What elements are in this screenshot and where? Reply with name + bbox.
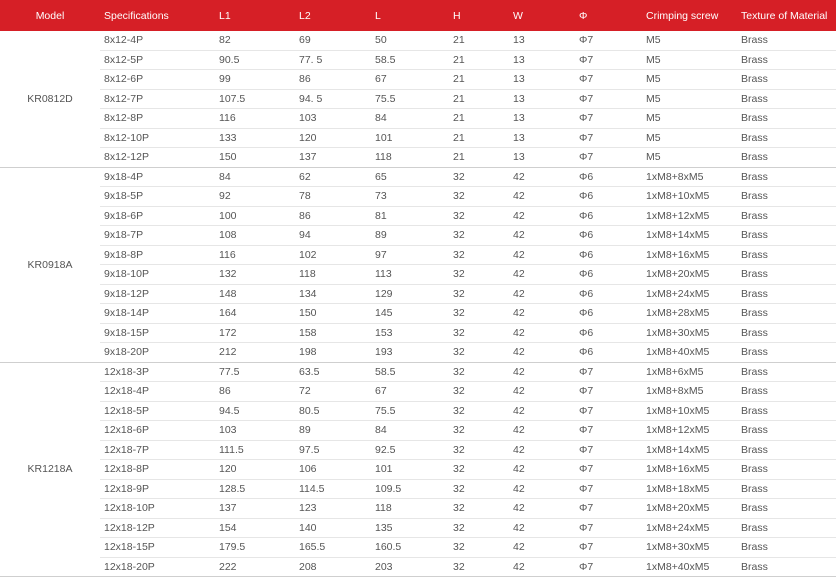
h-cell: 32 (449, 167, 509, 187)
phi-cell: Φ7 (575, 109, 642, 129)
crimping-screw-cell: M5 (642, 109, 737, 129)
crimping-screw-cell: 1xM8+16xM5 (642, 245, 737, 265)
spec-cell: 8x12-8P (100, 109, 215, 129)
l2-cell: 158 (295, 323, 371, 343)
crimping-screw-cell: M5 (642, 31, 737, 50)
phi-cell: Φ6 (575, 323, 642, 343)
l2-cell: 86 (295, 206, 371, 226)
w-cell: 42 (509, 304, 575, 324)
l-cell: 135 (371, 518, 449, 538)
w-cell: 42 (509, 284, 575, 304)
crimping-screw-cell: M5 (642, 148, 737, 168)
h-cell: 32 (449, 226, 509, 246)
material-cell: Brass (737, 167, 836, 187)
header-row (0, 0, 836, 31)
h-cell: 32 (449, 557, 509, 577)
table-row (0, 148, 836, 168)
w-cell: 13 (509, 50, 575, 70)
spec-cell: 12x18-7P (100, 440, 215, 460)
phi-cell: Φ7 (575, 148, 642, 168)
spec-cell: 12x18-20P (100, 557, 215, 577)
l-cell: 84 (371, 109, 449, 129)
w-cell: 42 (509, 265, 575, 285)
material-cell: Brass (737, 343, 836, 363)
l-cell: 58.5 (371, 50, 449, 70)
h-cell: 21 (449, 31, 509, 50)
column-header-w: W (509, 0, 575, 31)
spec-cell: 12x18-15P (100, 538, 215, 558)
material-cell: Brass (737, 31, 836, 50)
spec-cell: 9x18-10P (100, 265, 215, 285)
phi-cell: Φ7 (575, 401, 642, 421)
l-cell: 81 (371, 206, 449, 226)
l-cell: 153 (371, 323, 449, 343)
l1-cell: 99 (215, 70, 295, 90)
l1-cell: 128.5 (215, 479, 295, 499)
l2-cell: 123 (295, 499, 371, 519)
crimping-screw-cell: 1xM8+20xM5 (642, 265, 737, 285)
crimping-screw-cell: M5 (642, 70, 737, 90)
phi-cell: Φ7 (575, 89, 642, 109)
material-cell: Brass (737, 148, 836, 168)
spec-cell: 9x18-8P (100, 245, 215, 265)
l2-cell: 208 (295, 557, 371, 577)
l-cell: 50 (371, 31, 449, 50)
table-row (0, 479, 836, 499)
l-cell: 75.5 (371, 401, 449, 421)
l2-cell: 165.5 (295, 538, 371, 558)
column-header-phi: Φ (575, 0, 642, 31)
h-cell: 32 (449, 401, 509, 421)
l-cell: 118 (371, 148, 449, 168)
crimping-screw-cell: 1xM8+14xM5 (642, 226, 737, 246)
material-cell: Brass (737, 304, 836, 324)
l1-cell: 132 (215, 265, 295, 285)
table-row (0, 440, 836, 460)
spec-cell: 9x18-5P (100, 187, 215, 207)
h-cell: 32 (449, 538, 509, 558)
column-header-l1: L1 (215, 0, 295, 31)
l2-cell: 77. 5 (295, 50, 371, 70)
w-cell: 42 (509, 323, 575, 343)
l-cell: 65 (371, 167, 449, 187)
material-cell: Brass (737, 323, 836, 343)
l-cell: 109.5 (371, 479, 449, 499)
phi-cell: Φ7 (575, 460, 642, 480)
spec-cell: 9x18-14P (100, 304, 215, 324)
w-cell: 13 (509, 148, 575, 168)
l1-cell: 150 (215, 148, 295, 168)
l1-cell: 82 (215, 31, 295, 50)
crimping-screw-cell: 1xM8+40xM5 (642, 343, 737, 363)
l-cell: 73 (371, 187, 449, 207)
h-cell: 21 (449, 109, 509, 129)
table-row (0, 265, 836, 285)
table-row (0, 518, 836, 538)
spec-cell: 9x18-12P (100, 284, 215, 304)
material-cell: Brass (737, 460, 836, 480)
h-cell: 21 (449, 128, 509, 148)
h-cell: 32 (449, 518, 509, 538)
l-cell: 101 (371, 460, 449, 480)
w-cell: 42 (509, 167, 575, 187)
table-row (0, 206, 836, 226)
l1-cell: 212 (215, 343, 295, 363)
table-row (0, 421, 836, 441)
l-cell: 193 (371, 343, 449, 363)
l1-cell: 103 (215, 421, 295, 441)
spec-cell: 12x18-3P (100, 362, 215, 382)
crimping-screw-cell: M5 (642, 50, 737, 70)
spec-cell: 12x18-5P (100, 401, 215, 421)
table-body (0, 31, 836, 577)
l2-cell: 103 (295, 109, 371, 129)
crimping-screw-cell: 1xM8+6xM5 (642, 362, 737, 382)
phi-cell: Φ7 (575, 557, 642, 577)
table-row (0, 401, 836, 421)
l2-cell: 137 (295, 148, 371, 168)
h-cell: 21 (449, 89, 509, 109)
spec-cell: 12x18-9P (100, 479, 215, 499)
phi-cell: Φ7 (575, 499, 642, 519)
w-cell: 42 (509, 362, 575, 382)
l1-cell: 92 (215, 187, 295, 207)
spec-cell: 8x12-12P (100, 148, 215, 168)
table-row (0, 89, 836, 109)
l2-cell: 72 (295, 382, 371, 402)
w-cell: 42 (509, 499, 575, 519)
material-cell: Brass (737, 401, 836, 421)
l-cell: 160.5 (371, 538, 449, 558)
model-cell: KR1218A (0, 362, 100, 577)
l1-cell: 222 (215, 557, 295, 577)
material-cell: Brass (737, 421, 836, 441)
spec-cell: 12x18-4P (100, 382, 215, 402)
w-cell: 42 (509, 440, 575, 460)
l-cell: 67 (371, 382, 449, 402)
material-cell: Brass (737, 440, 836, 460)
spec-cell: 8x12-7P (100, 89, 215, 109)
phi-cell: Φ7 (575, 421, 642, 441)
l2-cell: 63.5 (295, 362, 371, 382)
l2-cell: 102 (295, 245, 371, 265)
h-cell: 21 (449, 50, 509, 70)
spec-cell: 12x18-8P (100, 460, 215, 480)
material-cell: Brass (737, 187, 836, 207)
table-row (0, 343, 836, 363)
l1-cell: 84 (215, 167, 295, 187)
crimping-screw-cell: 1xM8+14xM5 (642, 440, 737, 460)
table-row (0, 70, 836, 90)
l1-cell: 154 (215, 518, 295, 538)
l2-cell: 94. 5 (295, 89, 371, 109)
material-cell: Brass (737, 206, 836, 226)
l2-cell: 69 (295, 31, 371, 50)
l-cell: 118 (371, 499, 449, 519)
l-cell: 58.5 (371, 362, 449, 382)
w-cell: 42 (509, 187, 575, 207)
l1-cell: 108 (215, 226, 295, 246)
table-row (0, 167, 836, 187)
l2-cell: 140 (295, 518, 371, 538)
crimping-screw-cell: 1xM8+24xM5 (642, 284, 737, 304)
material-cell: Brass (737, 50, 836, 70)
h-cell: 32 (449, 323, 509, 343)
table-header (0, 0, 836, 31)
spec-cell: 9x18-15P (100, 323, 215, 343)
l-cell: 97 (371, 245, 449, 265)
crimping-screw-cell: 1xM8+16xM5 (642, 460, 737, 480)
spec-cell: 9x18-7P (100, 226, 215, 246)
spec-cell: 9x18-4P (100, 167, 215, 187)
material-cell: Brass (737, 518, 836, 538)
h-cell: 32 (449, 304, 509, 324)
table-row (0, 304, 836, 324)
crimping-screw-cell: 1xM8+12xM5 (642, 421, 737, 441)
material-cell: Brass (737, 557, 836, 577)
l2-cell: 114.5 (295, 479, 371, 499)
phi-cell: Φ6 (575, 187, 642, 207)
l2-cell: 198 (295, 343, 371, 363)
material-cell: Brass (737, 284, 836, 304)
spec-cell: 8x12-5P (100, 50, 215, 70)
w-cell: 13 (509, 109, 575, 129)
l1-cell: 179.5 (215, 538, 295, 558)
w-cell: 42 (509, 460, 575, 480)
l2-cell: 89 (295, 421, 371, 441)
w-cell: 13 (509, 31, 575, 50)
phi-cell: Φ6 (575, 265, 642, 285)
h-cell: 32 (449, 362, 509, 382)
crimping-screw-cell: 1xM8+20xM5 (642, 499, 737, 519)
model-cell: KR0918A (0, 167, 100, 362)
column-header-material: Texture of Material (737, 0, 836, 31)
l-cell: 84 (371, 421, 449, 441)
h-cell: 32 (449, 206, 509, 226)
l2-cell: 80.5 (295, 401, 371, 421)
l2-cell: 86 (295, 70, 371, 90)
model-cell: KR0812D (0, 31, 100, 167)
l1-cell: 111.5 (215, 440, 295, 460)
w-cell: 42 (509, 206, 575, 226)
l1-cell: 107.5 (215, 89, 295, 109)
h-cell: 32 (449, 440, 509, 460)
w-cell: 13 (509, 128, 575, 148)
table-row (0, 187, 836, 207)
h-cell: 32 (449, 382, 509, 402)
l2-cell: 78 (295, 187, 371, 207)
crimping-screw-cell: 1xM8+28xM5 (642, 304, 737, 324)
h-cell: 32 (449, 245, 509, 265)
l-cell: 101 (371, 128, 449, 148)
crimping-screw-cell: 1xM8+10xM5 (642, 187, 737, 207)
w-cell: 42 (509, 557, 575, 577)
l1-cell: 116 (215, 245, 295, 265)
material-cell: Brass (737, 499, 836, 519)
table-row (0, 50, 836, 70)
material-cell: Brass (737, 245, 836, 265)
spec-cell: 12x18-10P (100, 499, 215, 519)
crimping-screw-cell: M5 (642, 128, 737, 148)
column-header-crimping-screw: Crimping screw (642, 0, 737, 31)
phi-cell: Φ7 (575, 538, 642, 558)
l2-cell: 134 (295, 284, 371, 304)
table-row (0, 460, 836, 480)
h-cell: 21 (449, 148, 509, 168)
crimping-screw-cell: 1xM8+8xM5 (642, 167, 737, 187)
w-cell: 42 (509, 245, 575, 265)
phi-cell: Φ7 (575, 31, 642, 50)
l1-cell: 86 (215, 382, 295, 402)
h-cell: 32 (449, 499, 509, 519)
spec-cell: 12x18-6P (100, 421, 215, 441)
phi-cell: Φ7 (575, 382, 642, 402)
l-cell: 89 (371, 226, 449, 246)
material-cell: Brass (737, 70, 836, 90)
phi-cell: Φ6 (575, 206, 642, 226)
table-row (0, 323, 836, 343)
w-cell: 42 (509, 343, 575, 363)
l2-cell: 120 (295, 128, 371, 148)
l1-cell: 77.5 (215, 362, 295, 382)
w-cell: 13 (509, 89, 575, 109)
h-cell: 32 (449, 284, 509, 304)
spec-cell: 8x12-10P (100, 128, 215, 148)
phi-cell: Φ7 (575, 128, 642, 148)
phi-cell: Φ6 (575, 245, 642, 265)
spec-cell: 9x18-6P (100, 206, 215, 226)
l1-cell: 120 (215, 460, 295, 480)
l-cell: 129 (371, 284, 449, 304)
table-row (0, 557, 836, 577)
l2-cell: 150 (295, 304, 371, 324)
crimping-screw-cell: 1xM8+8xM5 (642, 382, 737, 402)
spec-cell: 12x18-12P (100, 518, 215, 538)
table-row (0, 31, 836, 50)
spec-cell: 9x18-20P (100, 343, 215, 363)
l-cell: 145 (371, 304, 449, 324)
phi-cell: Φ7 (575, 362, 642, 382)
material-cell: Brass (737, 109, 836, 129)
w-cell: 42 (509, 479, 575, 499)
material-cell: Brass (737, 479, 836, 499)
table-row (0, 382, 836, 402)
column-header-l: L (371, 0, 449, 31)
phi-cell: Φ6 (575, 304, 642, 324)
h-cell: 32 (449, 265, 509, 285)
phi-cell: Φ7 (575, 518, 642, 538)
w-cell: 42 (509, 538, 575, 558)
table-row (0, 109, 836, 129)
table-row (0, 128, 836, 148)
l1-cell: 116 (215, 109, 295, 129)
table-row (0, 245, 836, 265)
h-cell: 32 (449, 460, 509, 480)
l1-cell: 172 (215, 323, 295, 343)
phi-cell: Φ6 (575, 226, 642, 246)
table-row (0, 499, 836, 519)
l1-cell: 94.5 (215, 401, 295, 421)
w-cell: 42 (509, 518, 575, 538)
spec-cell: 8x12-6P (100, 70, 215, 90)
phi-cell: Φ7 (575, 479, 642, 499)
crimping-screw-cell: 1xM8+12xM5 (642, 206, 737, 226)
l2-cell: 94 (295, 226, 371, 246)
spec-cell: 8x12-4P (100, 31, 215, 50)
phi-cell: Φ7 (575, 50, 642, 70)
crimping-screw-cell: 1xM8+40xM5 (642, 557, 737, 577)
material-cell: Brass (737, 128, 836, 148)
l-cell: 75.5 (371, 89, 449, 109)
l2-cell: 62 (295, 167, 371, 187)
w-cell: 42 (509, 421, 575, 441)
table-row (0, 538, 836, 558)
material-cell: Brass (737, 89, 836, 109)
h-cell: 21 (449, 70, 509, 90)
table-row (0, 284, 836, 304)
phi-cell: Φ6 (575, 343, 642, 363)
l1-cell: 164 (215, 304, 295, 324)
phi-cell: Φ6 (575, 167, 642, 187)
l-cell: 203 (371, 557, 449, 577)
table-row (0, 362, 836, 382)
crimping-screw-cell: 1xM8+10xM5 (642, 401, 737, 421)
l-cell: 113 (371, 265, 449, 285)
table-row (0, 226, 836, 246)
phi-cell: Φ7 (575, 70, 642, 90)
h-cell: 32 (449, 479, 509, 499)
h-cell: 32 (449, 187, 509, 207)
l1-cell: 100 (215, 206, 295, 226)
l1-cell: 137 (215, 499, 295, 519)
l1-cell: 133 (215, 128, 295, 148)
phi-cell: Φ6 (575, 284, 642, 304)
l-cell: 67 (371, 70, 449, 90)
crimping-screw-cell: 1xM8+18xM5 (642, 479, 737, 499)
crimping-screw-cell: M5 (642, 89, 737, 109)
w-cell: 13 (509, 70, 575, 90)
material-cell: Brass (737, 362, 836, 382)
h-cell: 32 (449, 421, 509, 441)
w-cell: 42 (509, 226, 575, 246)
crimping-screw-cell: 1xM8+24xM5 (642, 518, 737, 538)
crimping-screw-cell: 1xM8+30xM5 (642, 323, 737, 343)
w-cell: 42 (509, 382, 575, 402)
phi-cell: Φ7 (575, 440, 642, 460)
material-cell: Brass (737, 382, 836, 402)
h-cell: 32 (449, 343, 509, 363)
l2-cell: 118 (295, 265, 371, 285)
w-cell: 42 (509, 401, 575, 421)
material-cell: Brass (737, 265, 836, 285)
l-cell: 92.5 (371, 440, 449, 460)
material-cell: Brass (737, 538, 836, 558)
column-header-specifications: Specifications (100, 0, 215, 31)
l2-cell: 106 (295, 460, 371, 480)
column-header-model: Model (0, 0, 100, 31)
l1-cell: 148 (215, 284, 295, 304)
l2-cell: 97.5 (295, 440, 371, 460)
l1-cell: 90.5 (215, 50, 295, 70)
material-cell: Brass (737, 226, 836, 246)
crimping-screw-cell: 1xM8+30xM5 (642, 538, 737, 558)
column-header-l2: L2 (295, 0, 371, 31)
column-header-h: H (449, 0, 509, 31)
